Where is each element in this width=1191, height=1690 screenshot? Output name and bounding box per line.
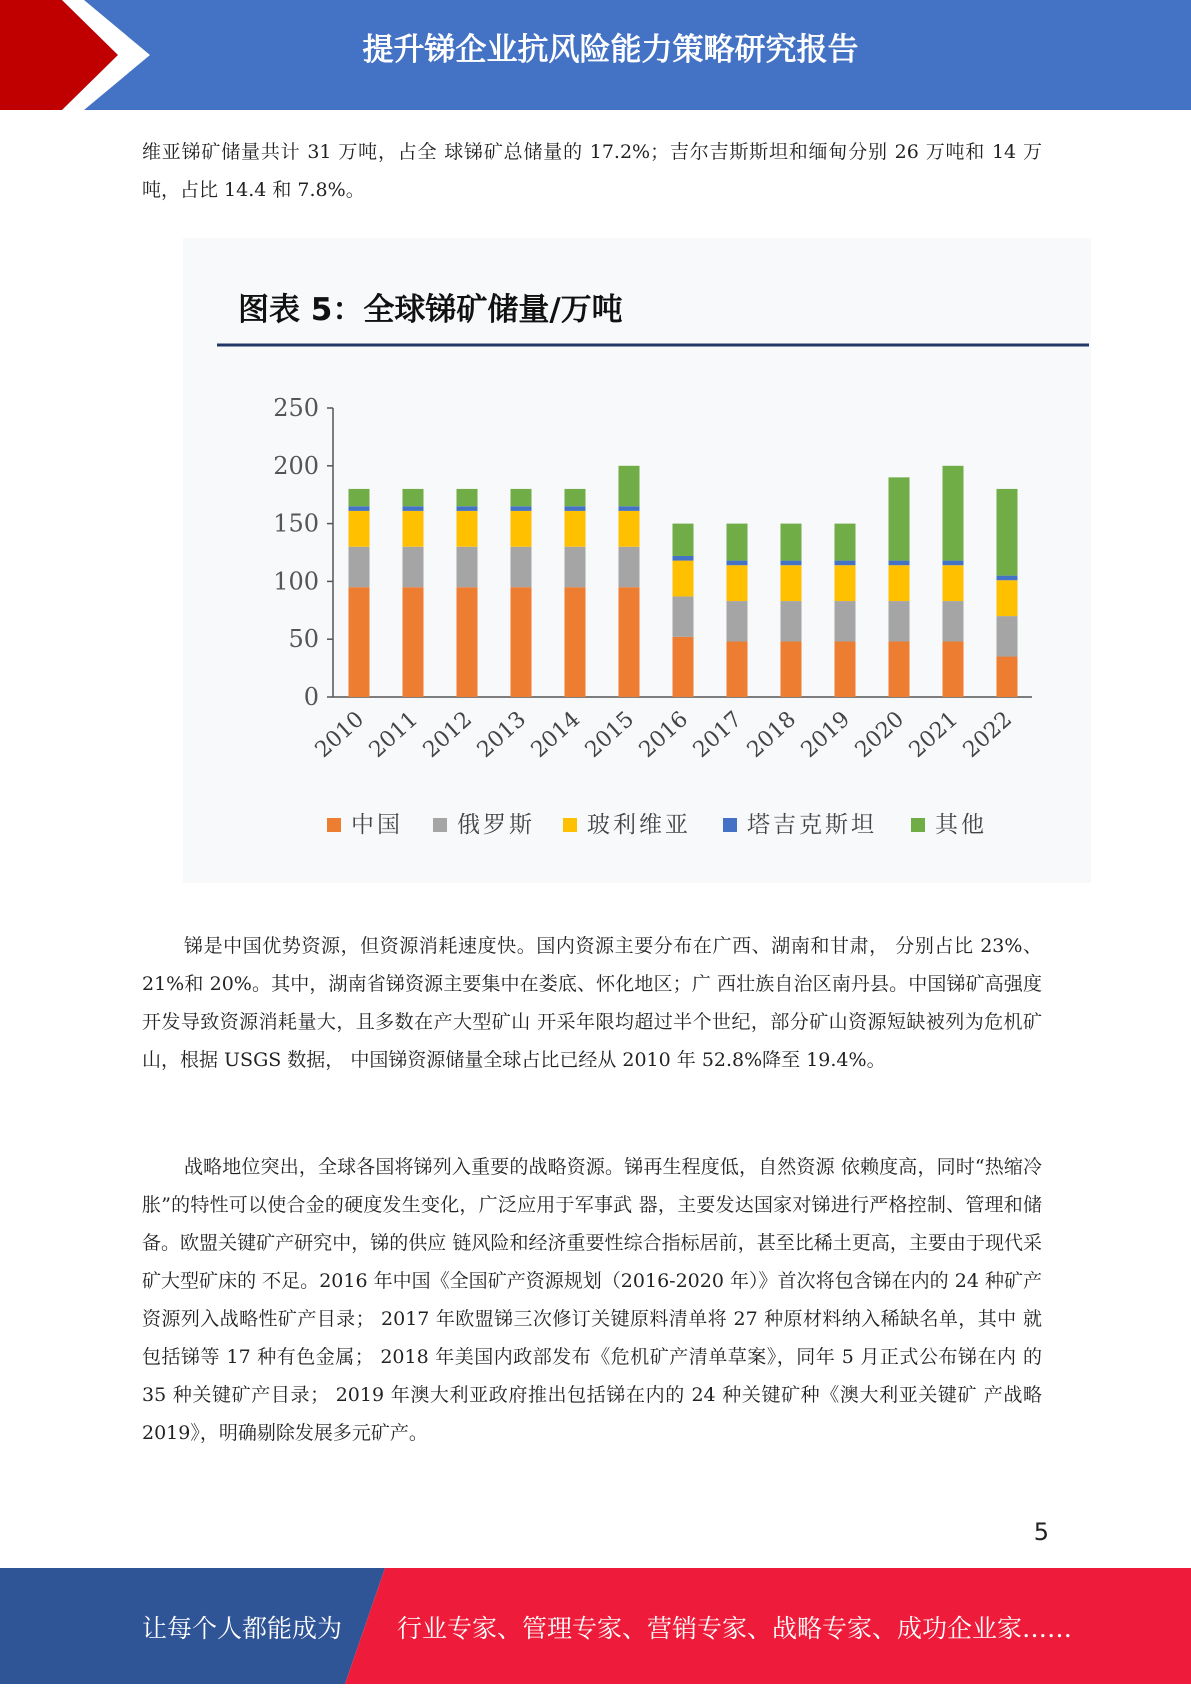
y-tick-label: 200 — [273, 451, 319, 480]
x-tick-label: 2020 — [850, 706, 910, 763]
bar-segment — [835, 601, 856, 641]
footer-slogan-left: 让每个人都能成为 — [142, 1614, 343, 1643]
bar-segment — [997, 489, 1018, 576]
bar-segment — [673, 556, 694, 561]
bar-segment — [511, 547, 532, 587]
bar-segment — [727, 524, 748, 561]
legend-swatch — [327, 818, 341, 832]
report-title: 提升锑企业抗风险能力策略研究报告 — [362, 32, 859, 68]
bar-segment — [781, 601, 802, 641]
page-header — [0, 0, 1191, 110]
paragraph-china-resources: 锑是中国优势资源，但资源消耗速度快。国内资源主要分布在广西、湖南和甘肃， 分别占比 23%、21%和 20%。其中，湖南省锑资源主要集中在娄底、怀化地区；广 西壮族自治区南丹县。中国锑矿高强度开发导致资源消耗量大，且多数在产大型矿山 开采年限均超过半个世纪，部分矿山资源短缺被列为危机矿山，根据 USGS 数据， 中国锑资源储量全球占比已经从 2010 年 52.8%降至 19.4%。 — [142, 935, 1042, 1071]
legend-label: 其他 — [935, 812, 987, 838]
bar-segment — [889, 561, 910, 566]
bar-segment — [673, 596, 694, 636]
y-tick-label: 250 — [273, 394, 319, 422]
legend-swatch — [911, 818, 925, 832]
bar-segment — [835, 565, 856, 601]
bar-segment — [349, 489, 370, 506]
bar-segment — [619, 506, 640, 511]
bar-segment — [619, 547, 640, 587]
legend-swatch — [723, 818, 737, 832]
reserves-chart-figure — [183, 238, 1091, 883]
bar-segment — [889, 601, 910, 641]
x-tick-label: 2011 — [364, 706, 424, 763]
bar-segment — [457, 511, 478, 547]
bar-segment — [781, 561, 802, 566]
bar-segment — [511, 511, 532, 547]
bar-segment — [781, 642, 802, 697]
bar-segment — [565, 511, 586, 547]
reserves-stacked-bar-chart — [183, 238, 1091, 883]
bar-segment — [727, 565, 748, 601]
legend-label: 中国 — [351, 812, 403, 838]
x-tick-label: 2010 — [310, 706, 370, 763]
x-tick-label: 2012 — [418, 706, 478, 763]
bar-segment — [889, 642, 910, 697]
y-tick-label: 0 — [303, 683, 319, 711]
paragraph-strategic-status: 战略地位突出，全球各国将锑列入重要的战略资源。锑再生程度低，自然资源 依赖度高，同时“热缩冷胀”的特性可以使合金的硬度发生变化，广泛应用于军事武 器，主要发达国家对锑进行严格控制、管理和储备。欧盟关键矿产研究中，锑的供应 链风险和经济重要性综合指标居前，甚至比稀土更高，主要由于现代采矿大型矿床的 不足。2016 年中国《全国矿产资源规划（2016-2020 年）》首次将包含锑在内的 24 种矿产资源列入战略性矿产目录； 2017 年欧盟锑三次修订关键原料清单将 27 种原材料纳入稀缺名单，其中 就包括锑等 17 种有色金属； 2018 年美国内政部发布《危机矿产清单草案》，同年 5 月正式公布锑在内 的 35 种关键矿产目录； 2019 年澳大利亚政府推出包括锑在内的 24 种关键矿种《澳大利亚关键矿 产战略 2019》，明确剔除发展多元矿产。 — [142, 1156, 1042, 1444]
bar-segment — [781, 524, 802, 561]
bar-segment — [403, 587, 424, 697]
legend-swatch — [563, 818, 577, 832]
bar-segment — [943, 565, 964, 601]
bar-segment — [565, 587, 586, 697]
bar-segment — [619, 466, 640, 506]
bar-segment — [781, 565, 802, 601]
x-tick-label: 2019 — [796, 706, 856, 763]
bar-segment — [457, 587, 478, 697]
chart-title: 图表 5：全球锑矿储量/万吨 — [238, 292, 623, 328]
bar-segment — [835, 642, 856, 697]
bar-segment — [619, 511, 640, 547]
bar-segment — [565, 489, 586, 506]
bar-segment — [403, 489, 424, 506]
y-tick-label: 50 — [288, 625, 319, 654]
bar-segment — [403, 547, 424, 587]
bar-segment — [511, 587, 532, 697]
x-tick-label: 2015 — [580, 706, 640, 763]
bar-segment — [349, 506, 370, 511]
bar-segment — [835, 524, 856, 561]
bar-segment — [727, 561, 748, 566]
bar-segment — [457, 489, 478, 506]
bar-segment — [349, 511, 370, 547]
bar-segment — [673, 561, 694, 597]
page-footer — [0, 1568, 1191, 1684]
bar-segment — [997, 576, 1018, 581]
bar-segment — [889, 477, 910, 560]
bar-segment — [619, 587, 640, 697]
bar-segment — [349, 547, 370, 587]
bar-segment — [457, 506, 478, 511]
legend-swatch — [433, 818, 447, 832]
bar-segment — [943, 642, 964, 697]
bar-segment — [565, 547, 586, 587]
x-tick-label: 2013 — [472, 706, 532, 763]
x-tick-label: 2016 — [634, 706, 694, 763]
legend-label: 玻利维亚 — [587, 812, 691, 838]
bar-segment — [457, 547, 478, 587]
bar-segment — [943, 466, 964, 561]
x-tick-label: 2018 — [742, 706, 802, 763]
x-tick-label: 2017 — [688, 706, 748, 763]
x-tick-label: 2022 — [958, 706, 1018, 763]
bar-segment — [403, 511, 424, 547]
bar-segment — [673, 524, 694, 556]
x-tick-label: 2021 — [904, 706, 964, 763]
bar-segment — [673, 637, 694, 697]
bar-segment — [997, 580, 1018, 616]
bar-segment — [997, 616, 1018, 656]
bar-segment — [511, 489, 532, 506]
bar-segment — [511, 506, 532, 511]
legend-label: 俄罗斯 — [457, 812, 535, 838]
page-number: 5 — [1033, 1518, 1049, 1546]
bar-segment — [403, 506, 424, 511]
y-tick-label: 150 — [273, 509, 319, 538]
y-tick-label: 100 — [273, 567, 319, 596]
bar-segment — [349, 587, 370, 697]
bar-segment — [997, 657, 1018, 697]
footer-slogan-right: 行业专家、管理专家、营销专家、战略专家、成功企业家…… — [397, 1614, 1073, 1643]
paragraph-reserves-intro: 维亚锑矿储量共计 31 万吨，占全 球锑矿总储量的 17.2%；吉尔吉斯斯坦和缅甸分别 26 万吨和 14 万吨，占比 14.4 和 7.8%。 — [142, 141, 1042, 201]
bar-segment — [727, 642, 748, 697]
bar-segment — [943, 561, 964, 566]
bar-segment — [943, 601, 964, 641]
bar-segment — [727, 601, 748, 641]
legend-label: 塔吉克斯坦 — [747, 812, 877, 838]
x-tick-label: 2014 — [526, 706, 586, 763]
bar-segment — [565, 506, 586, 511]
bar-segment — [889, 565, 910, 601]
bar-segment — [835, 561, 856, 566]
